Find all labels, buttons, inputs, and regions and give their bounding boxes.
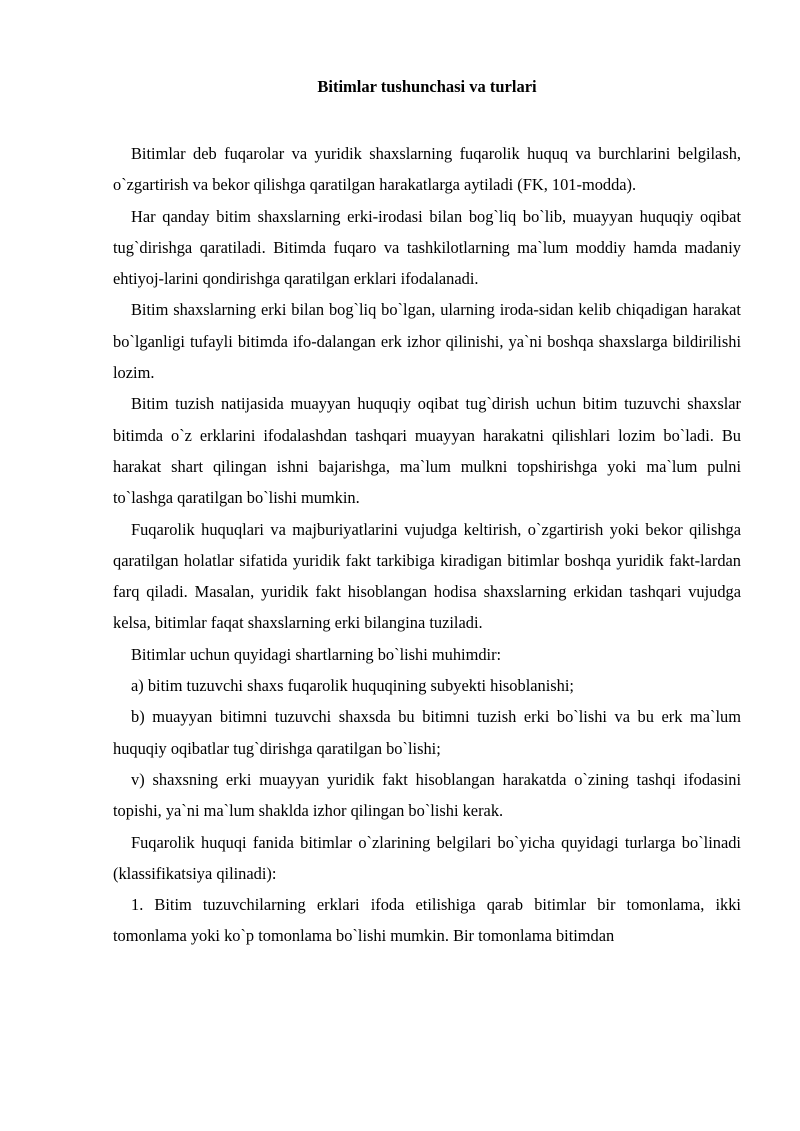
paragraph-conditions-intro: Bitimlar uchun quyidagi shartlarning bo`lishi muhimdir: [131, 644, 502, 664]
paragraph-expression: Bitim shaxslarning erki bilan bog`liq bo`lgan, ularning iroda-sidan kelib chiqadigan harakat bo`lganligi tufayli bitimda ifo-dalangan erk izhor qilinishi, ya`ni boshqa shaxslarga bildirilishi lozim. [113, 300, 741, 383]
paragraph-will: Har qanday bitim shaxslarning erki-irodasi bilan bog`liq bo`lib, muayyan huquqiy oqibat tug`dirishga qaratiladi. Bitimda fuqaro va tashkilotlarning ma`lum moddiy hamda madaniy ehtiyoj-larini qondirishga qaratilgan erklari ifodalanadi. [113, 206, 741, 289]
paragraph-classification: Fuqarolik huquqi fanida bitimlar o`zlarining belgilari bo`yicha quyidagi turlarga bo`linadi (klassifikatsiya qilinadi): [113, 832, 741, 883]
list-item-condition-a: a) bitim tuzuvchi shaxs fuqarolik huquqining subyekti hisoblanishi; [131, 676, 574, 696]
document-body [113, 138, 741, 952]
list-item-type-1: 1. Bitim tuzuvchilarning erklari ifoda etilishiga qarab bitimlar bir tomonlama, ikki tomonlama yoki ko`p tomonlama bo`lishi mumkin. Bir tomonlama bitimdan [113, 895, 741, 946]
paragraph-definition: Bitimlar deb fuqarolar va yuridik shaxslarning fuqarolik huquq va burchlarini belgilash, o`zgartirish va bekor qilishga qaratilgan harakatlarga aytiladi (FK, 101-modda). [113, 144, 741, 195]
list-item-condition-b: b) muayyan bitimni tuzuvchi shaxsda bu bitimni tuzish erki bo`lishi va bu erk ma`lum huquqiy oqibatlar tug`dirishga qaratilgan bo`lishi; [113, 707, 741, 758]
paragraph-legal-fact: Fuqarolik huquqlari va majburiyatlarini vujudga keltirish, o`zgartirish yoki bekor qilishga qaratilgan holatlar sifatida yuridik fakt tarkibiga kiradigan bitimlar boshqa yuridik fakt-lardan farq qiladi. Masalan, yuridik fakt hisoblangan hodisa shaxslarning erkidan tashqari vujudga kelsa, bitimlar faqat shaxslarning erki bilangina tuziladi. [113, 519, 741, 633]
paragraph-action: Bitim tuzish natijasida muayyan huquqiy oqibat tug`dirish uchun bitim tuzuvchi shaxslar bitimda o`z erklarini ifodalashdan tashqari muayyan harakatni qilishlari lozim bo`ladi. Bu harakat shart qilingan ishni bajarishga, ma`lum mulkni topshirishga yoki ma`lum pulni to`lashga qaratilgan bo`lishi mumkin. [113, 394, 741, 508]
page-title: Bitimlar tushunchasi va turlari [317, 77, 537, 96]
list-item-condition-v: v) shaxsning erki muayyan yuridik fakt hisoblangan harakatda o`zining tashqi ifodasini topishi, ya`ni ma`lum shaklda izhor qilingan bo`lishi kerak. [113, 769, 741, 821]
